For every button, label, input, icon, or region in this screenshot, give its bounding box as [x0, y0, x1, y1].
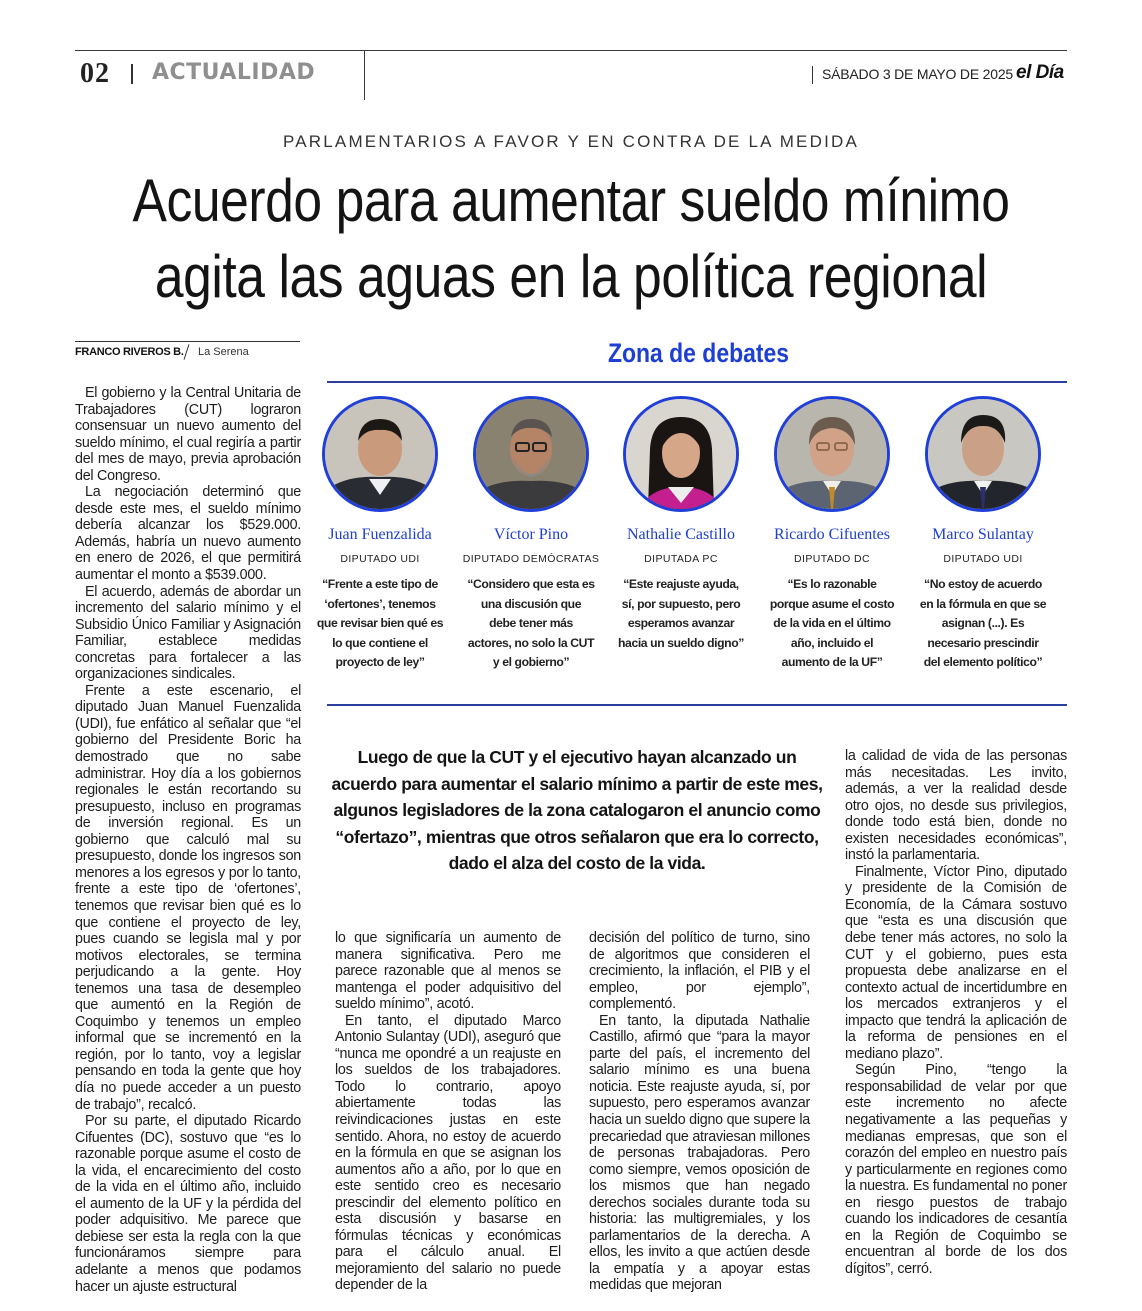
- person-name: Víctor Pino: [493, 526, 569, 543]
- byline-slash: [184, 344, 190, 360]
- paragraph: la calidad de vida de las personas más necesitadas. Les invito, además, a ver la realidad desde otro ojos, no desde sus privilegios, donde todo está bien, donde no existen necesidades económicas”, instó la parlamentaria.: [845, 748, 1067, 864]
- issue-date: SÁBADO 3 DE MAYO DE 2025: [822, 66, 1014, 82]
- headline-line-1: Acuerdo para aumentar sueldo mínimo: [132, 167, 1010, 234]
- headline-line-2: agita las aguas en la política regional: [154, 243, 988, 310]
- debate-card-fuenzalida: [304, 396, 456, 673]
- person-role: DIPUTADO UDI: [943, 553, 1023, 565]
- body-column-3: [589, 930, 810, 1294]
- person-role: DIPUTADO UDI: [340, 553, 420, 565]
- debate-card-cifuentes: [756, 396, 908, 673]
- paragraph: En tanto, el diputado Marco Antonio Sulantay (UDI), aseguró que “nunca me opondré a un reajuste en los sueldos de los trabajadores. Todo lo contrario, apoyo abiertamente todas las reivindicaciones justas en este sentido. Ahora, no estoy de acuerdo en la fórmula en que se asignan los aumentos año a año, por lo que en este sentido creo es necesario prescindir del elemento político en esta discusión y basarse en fórmulas técnicas y económicas para el cálculo anual. El mejoramiento del salario no puede depender de la: [335, 1012, 561, 1294]
- debate-card-pino: [455, 396, 607, 673]
- debate-card-castillo: [605, 396, 757, 653]
- article-deck: Luego de que la CUT y el ejecutivo hayan alcanzado un acuerdo para aumentar el salario mínimo a partir de este mes, algunos legisladores de la zona catalogaron el anuncio como “ofertazo”, mientras que otros señalaron que era lo correcto, dado el alza del costo de la vida.: [331, 747, 823, 874]
- paragraph: lo que significaría un aumento de manera significativa. Pero me parece razonable que al menos se mantenga el poder adquisitivo del sueldo mínimo”, acotó.: [335, 930, 561, 1013]
- paragraph: Frente a este escenario, el diputado Juan Manuel Fuenzalida (UDI), fue enfático al señalar que “el gobierno del Presidente Boric ha demostrado que no sabe administrar. Hoy día a los gobiernos regionales le están recortando su presupuesto, incluso en programas de inversión regional. Es un gobierno que calculó mal su presupuesto, donde los ingresos son menores a los egresos y por lo tanto, frente a este tipo de ‘ofertones’, tenemos que revisar bien qué es lo que contiene el proyecto de ley, pues cuando se legisla mal y por motivos electorales, se termina perjudicando a la gente. Hoy tenemos una tasa de desempleo que aumentó en la Región de Coquimbo y tenemos un empleo informal que se incrementó en la región, por lo tanto, voy a legislar pensando en toda la gente que hoy día no puede acceder a un puesto de trabajo”, recalcó.: [75, 682, 301, 1113]
- newspaper-logo: el Día: [1016, 62, 1064, 83]
- paragraph: Finalmente, Víctor Pino, diputado y presidente de la Comisión de Economía, de la Cámara sostuvo que “esta es una discusión que debe tener más actores, no solo la CUT y el gobierno, pues esta propuesta debe analizarse en el contexto actual de incertidumbre en los mercados extranjeros y el impacto que tendrá la aplicación de la reforma de pensiones en el mediano plazo”.: [845, 863, 1067, 1062]
- person-role: DIPUTADO DC: [794, 553, 870, 565]
- paragraph: El acuerdo, además de abordar un incremento del salario mínimo y el Subsidio Único Familiar y Asignación Familiar, establece medidas concretas para fortalecer a las organizaciones sindicales.: [75, 583, 301, 683]
- paragraph: En tanto, la diputada Nathalie Castillo, afirmó que “para la mayor parte del país, el incremento del salario mínimo es una buena noticia. Este reajuste ayuda, sí, por supuesto, pero esperamos avanzar hacia un sueldo digno que supere la precariedad que atraviesan millones de personas trabajadoras. Pero como siempre, vemos oposición de los mismos que han negado derechos sociales durante toda su historia: las multigremiales, y los parlamentarios de la derecha. A ellos, les invito a que actúen desde la empatía y a apoyar estas medidas que mejoran: [589, 1012, 810, 1294]
- paragraph: Por su parte, el diputado Ricardo Cifuentes (DC), sostuvo que “es lo razonable porque asume el costo de la vida, el encarecimiento del costo de la vida en el último año, incluido el aumento de la UF y la pérdida del poder adquisitivo. Me parece que debiese ser esta la regla con la que funcionáramos siempre para adelante a menos que podamos hacer un ajuste estructural: [75, 1113, 301, 1295]
- body-column-4: [845, 748, 1067, 1278]
- portrait-photo: [774, 396, 890, 512]
- debate-card-sulantay: [907, 396, 1059, 673]
- portrait-photo: [623, 396, 739, 512]
- debate-top-rule: [327, 381, 1067, 383]
- person-name: Marco Sulantay: [932, 526, 1034, 543]
- person-name: Juan Fuenzalida: [328, 526, 432, 543]
- location: La Serena: [198, 346, 249, 358]
- portrait-photo: [925, 396, 1041, 512]
- header-vertical-rule: [364, 50, 365, 100]
- debate-bottom-rule: [327, 704, 1067, 706]
- page-number: 02: [80, 58, 110, 89]
- person-role: DIPUTADA PC: [644, 553, 718, 565]
- person-name: Nathalie Castillo: [627, 526, 735, 543]
- kicker: PARLAMENTARIOS A FAVOR Y EN CONTRA DE LA MEDIDA: [282, 132, 860, 151]
- person-role: DIPUTADO DEMÓCRATAS: [462, 553, 600, 565]
- person-quote: “Es lo razonable porque asume el costo de la vida en el último año, incluido el aumento de la UF”: [769, 577, 895, 669]
- paragraph: Según Pino, “tengo la responsabilidad de velar por que este incremento no afecte negativamente a las pequeñas y medianas empresas, que son el corazón del empleo en nuestro país y particularmente en regiones como la nuestra. Es fundamental no poner en riesgo puestos de trabajo cuando los indicadores de cesantía en la Región de Coquimbo se encuentran al borde de los dos dígitos”, cerró.: [845, 1062, 1067, 1277]
- person-quote: “Frente a este tipo de ‘ofertones’, tenemos que revisar bien qué es lo que contiene el proyecto de ley”: [316, 577, 444, 669]
- person-quote: “No estoy de acuerdo en la fórmula en que se asignan (...). Es necesario prescindir del elemento político”: [919, 577, 1047, 669]
- section-label: ACTUALIDAD: [152, 60, 316, 85]
- author: FRANCO RIVEROS B.: [75, 346, 184, 358]
- body-column-2: [335, 930, 561, 1294]
- body-column-1: [75, 385, 301, 1295]
- header-rule: [75, 50, 1067, 51]
- byline-rule: [75, 341, 300, 342]
- paragraph: La negociación determinó que desde este mes, el sueldo mínimo debería alcanzar los $529.000. Además, habría un nuevo aumento en enero de 2026, el que permitirá aumentar el monto a $539.000.: [75, 484, 301, 584]
- portrait-photo: [322, 396, 438, 512]
- person-quote: “Considero que esta es una discusión que debe tener más actores, no solo la CUT y el gobierno”: [467, 577, 595, 669]
- person-quote: “Este reajuste ayuda, sí, por supuesto, pero esperamos avanzar hacia un sueldo digno”: [618, 577, 744, 650]
- date-divider: [812, 66, 813, 84]
- header-divider: [131, 64, 133, 84]
- debate-title: Zona de debates: [607, 338, 790, 368]
- portrait-photo: [473, 396, 589, 512]
- paragraph: El gobierno y la Central Unitaria de Trabajadores (CUT) lograron consensuar un nuevo aumento del sueldo mínimo, el cual regiría a partir del mes de mayo, previa aprobación del Congreso.: [75, 385, 301, 484]
- paragraph: decisión del político de turno, sino de algoritmos que consideren el crecimiento, la inflación, el PIB y el empleo, por ejemplo”, complementó.: [589, 930, 810, 1013]
- person-name: Ricardo Cifuentes: [774, 526, 890, 543]
